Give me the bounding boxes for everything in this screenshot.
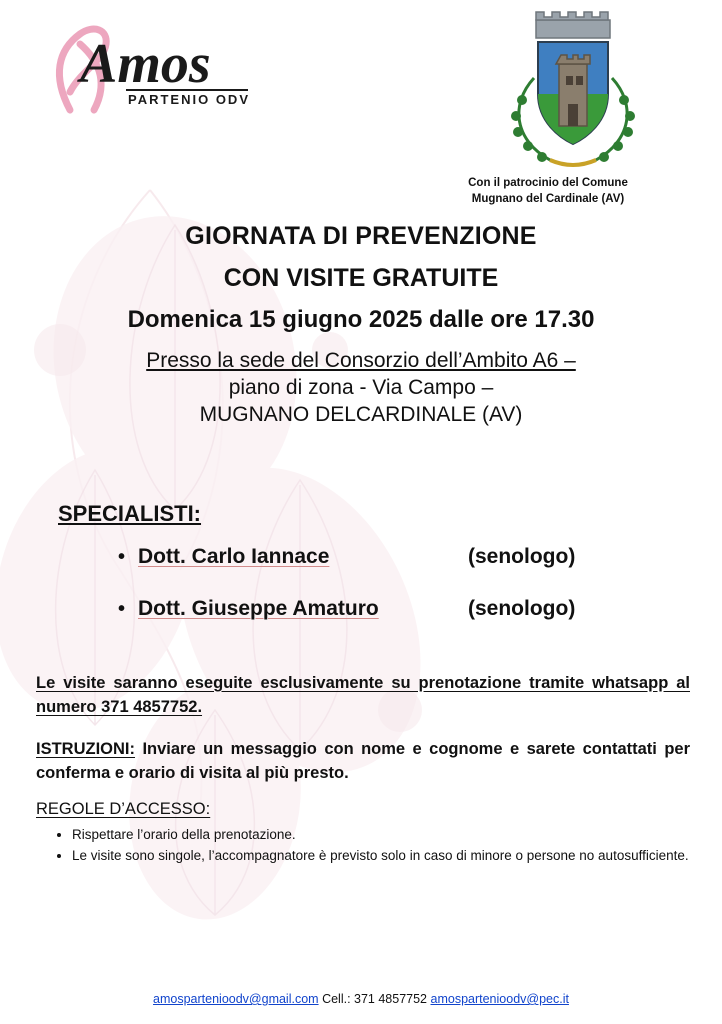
email-link[interactable]: amospartenioodv@gmail.com — [153, 992, 319, 1006]
list-item: • Le visite sono singole, l’accompagnatore è previsto solo in caso di minore o persone no autosufficiente. — [72, 846, 690, 865]
footer-contacts — [0, 992, 722, 1006]
patrocinio-text — [418, 176, 678, 207]
list-item — [118, 597, 722, 621]
list-item: • Rispettare l’orario della prenotazione. — [72, 825, 690, 844]
rules-heading: REGOLE D’ACCESSO: — [36, 800, 211, 819]
patrocinio-line-1: Con il patrocinio del Comune — [468, 177, 628, 189]
phone-label: Cell.: 371 4857752 — [322, 992, 428, 1006]
title-block — [0, 222, 722, 334]
comune-coat-of-arms-icon — [498, 8, 648, 173]
venue-line-2: piano di zona - Via Campo – — [228, 375, 494, 399]
bullet-icon: • — [118, 597, 126, 620]
event-title-line-2: CON VISITE GRATUITE — [223, 264, 499, 292]
header — [0, 0, 722, 205]
bullet-icon: • — [118, 545, 126, 568]
instructions-label: ISTRUZIONI: — [36, 739, 135, 758]
amos-logo — [36, 14, 266, 124]
instructions-text: Inviare un messaggio con nome e cognome e sarete contattati per conferma e orario di visita al più presto. — [36, 739, 690, 783]
specialist-name: Dott. Giuseppe Amaturo — [138, 596, 379, 620]
specialist-role: (senologo) — [468, 596, 576, 620]
pec-link[interactable]: amospartenioodv@pec.it — [430, 992, 569, 1006]
booking-paragraph: Le visite saranno eseguite esclusivamente su prenotazione tramite whatsapp al numero 371 4857752. — [36, 673, 690, 717]
venue-line-1: Presso la sede del Consorzio dell’Ambito A6 – — [146, 349, 576, 372]
event-date-time: Domenica 15 giugno 2025 dalle ore 17.30 — [127, 306, 595, 333]
specialists-heading-label: SPECIALISTI: — [58, 500, 202, 526]
specialists-list — [0, 545, 722, 621]
event-title-line-1: GIORNATA DI PREVENZIONE — [185, 222, 537, 250]
specialist-name: Dott. Carlo Iannace — [138, 544, 330, 568]
instructions-paragraph — [36, 737, 690, 787]
specialists-heading — [58, 501, 722, 527]
venue-line-3: MUGNANO DELCARDINALE (AV) — [199, 402, 523, 426]
svg-text:Amos: Amos — [80, 33, 211, 95]
list-item — [118, 545, 722, 569]
svg-text:PARTENIO ODV: PARTENIO ODV — [128, 92, 250, 107]
patrocinio-line-2: Mugnano del Cardinale (AV) — [471, 192, 625, 205]
info-block — [36, 671, 690, 866]
specialist-role: (senologo) — [468, 544, 576, 568]
rules-list — [36, 825, 690, 865]
venue-block — [0, 348, 722, 429]
